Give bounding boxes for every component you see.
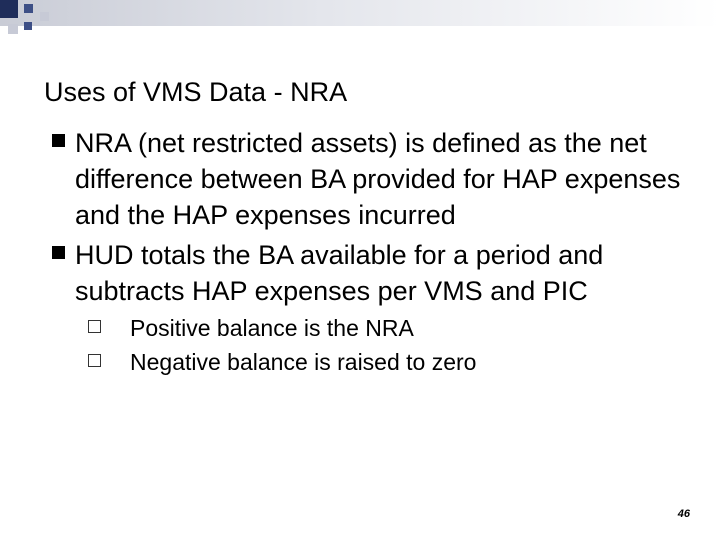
- corner-square-light: [8, 24, 18, 34]
- square-bullet-icon: [52, 246, 65, 259]
- header-gradient-bar: [0, 0, 720, 26]
- corner-square-small: [24, 4, 33, 13]
- corner-square-faint: [40, 12, 49, 21]
- sub-bullet-item: [88, 347, 694, 377]
- bullet-text: HUD totals the BA available for a period and subtracts HAP expenses per VMS and PIC: [75, 240, 604, 306]
- sub-bullet-item: [88, 313, 694, 343]
- square-bullet-icon: [52, 134, 65, 147]
- bullet-text: NRA (net restricted assets) is defined as the net difference between BA provided for HAP expenses and the HAP expenses incurred: [75, 128, 681, 230]
- bullet-item: [44, 237, 694, 309]
- hollow-square-bullet-icon: [88, 320, 101, 333]
- sub-bullet-text: Negative balance is raised to zero: [130, 349, 477, 375]
- page-number: 46: [677, 508, 690, 520]
- slide-content: [44, 125, 694, 377]
- bullet-item: [44, 125, 694, 233]
- hollow-square-bullet-icon: [88, 354, 101, 367]
- slide-title: Uses of VMS Data - NRA: [44, 77, 348, 107]
- corner-square-tiny: [24, 22, 32, 30]
- sub-bullet-text: Positive balance is the NRA: [130, 315, 414, 341]
- corner-square-large: [0, 0, 18, 18]
